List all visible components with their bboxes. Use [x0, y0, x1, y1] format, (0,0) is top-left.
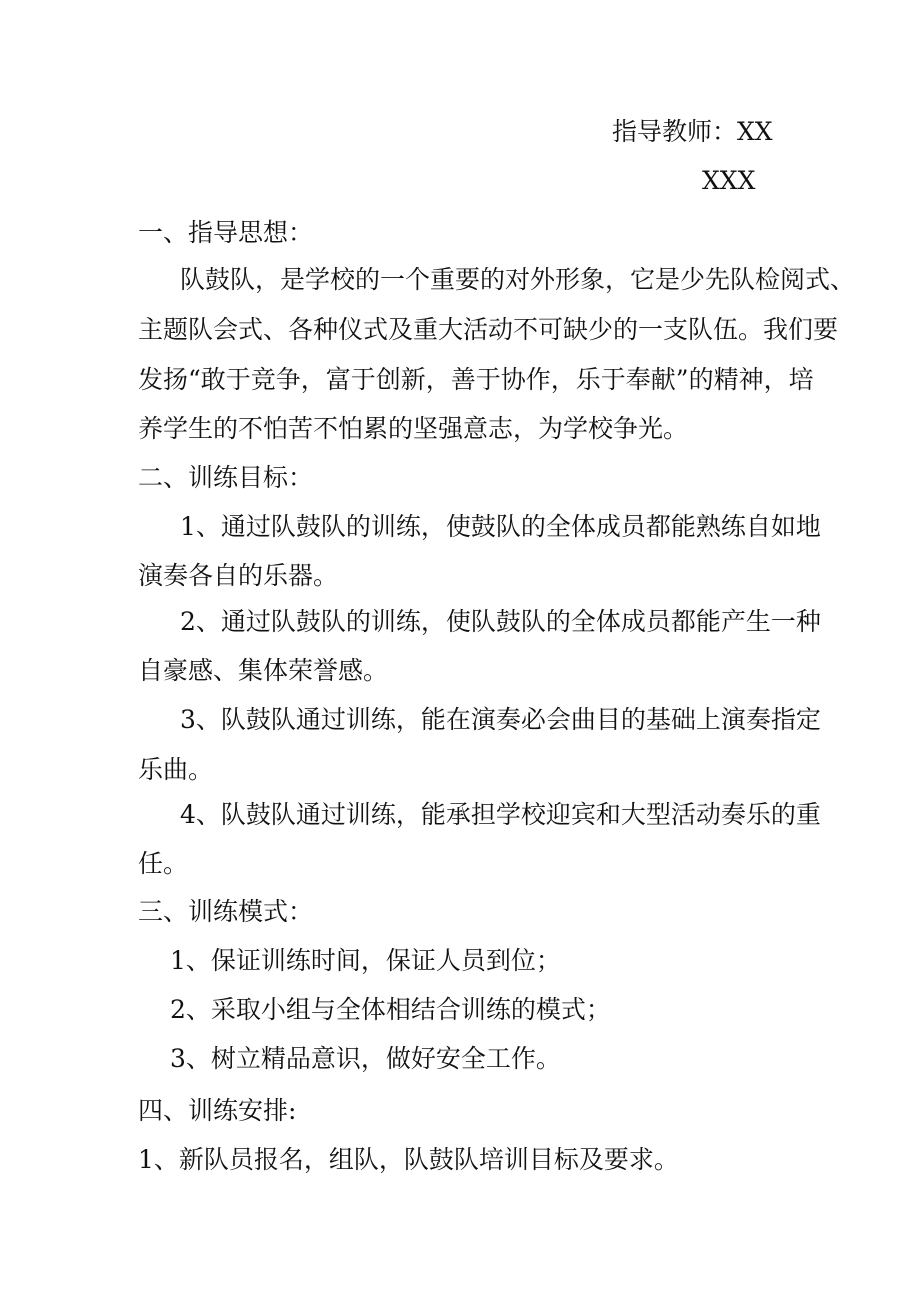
paragraph-line: 主题队会式、各种仪式及重大活动不可缺少的一支队伍。我们要: [138, 315, 839, 344]
goal-item-line: 演奏各自的乐器。: [138, 561, 339, 590]
teacher-name-cont: XXX: [702, 166, 756, 195]
schedule-item: 1、新队员报名，组队，队鼓队培训目标及要求。: [138, 1145, 679, 1174]
teacher-label: 指导教师：XX: [612, 117, 773, 146]
goal-item-line: 任。: [138, 849, 189, 878]
goal-item-line: 1、通过队鼓队的训练，使鼓队的全体成员都能熟练自如地: [180, 512, 821, 541]
paragraph-line: 发扬“敢于竞争，富于创新，善于协作，乐于奉献”的精神，培: [138, 365, 814, 394]
goal-item-line: 2、通过队鼓队的训练，使队鼓队的全体成员都能产生一种: [180, 607, 821, 636]
mode-item: 2、采取小组与全体相结合训练的模式；: [170, 995, 611, 1024]
section-heading-training-schedule: 四、训练安排:: [138, 1096, 297, 1125]
goal-item-line: 3、队鼓队通过训练，能在演奏必会曲目的基础上演奏指定: [180, 705, 821, 734]
goal-item-line: 4、队鼓队通过训练，能承担学校迎宾和大型活动奏乐的重: [180, 800, 821, 829]
section-heading-training-goals: 二、训练目标：: [138, 463, 314, 492]
paragraph-line: 队鼓队，是学校的一个重要的对外形象，它是少先队检阅式、: [180, 265, 856, 294]
paragraph-line: 养学生的不怕苦不怕累的坚强意志，为学校争光。: [138, 414, 689, 443]
mode-item: 1、保证训练时间，保证人员到位；: [170, 946, 561, 975]
goal-item-line: 自豪感、集体荣誉感。: [138, 656, 389, 685]
section-heading-training-mode: 三、训练模式：: [138, 897, 314, 926]
goal-item-line: 乐曲。: [138, 755, 214, 784]
mode-item: 3、树立精品意识，做好安全工作。: [170, 1044, 561, 1073]
section-heading-guiding-thought: 一、指导思想：: [138, 218, 314, 247]
